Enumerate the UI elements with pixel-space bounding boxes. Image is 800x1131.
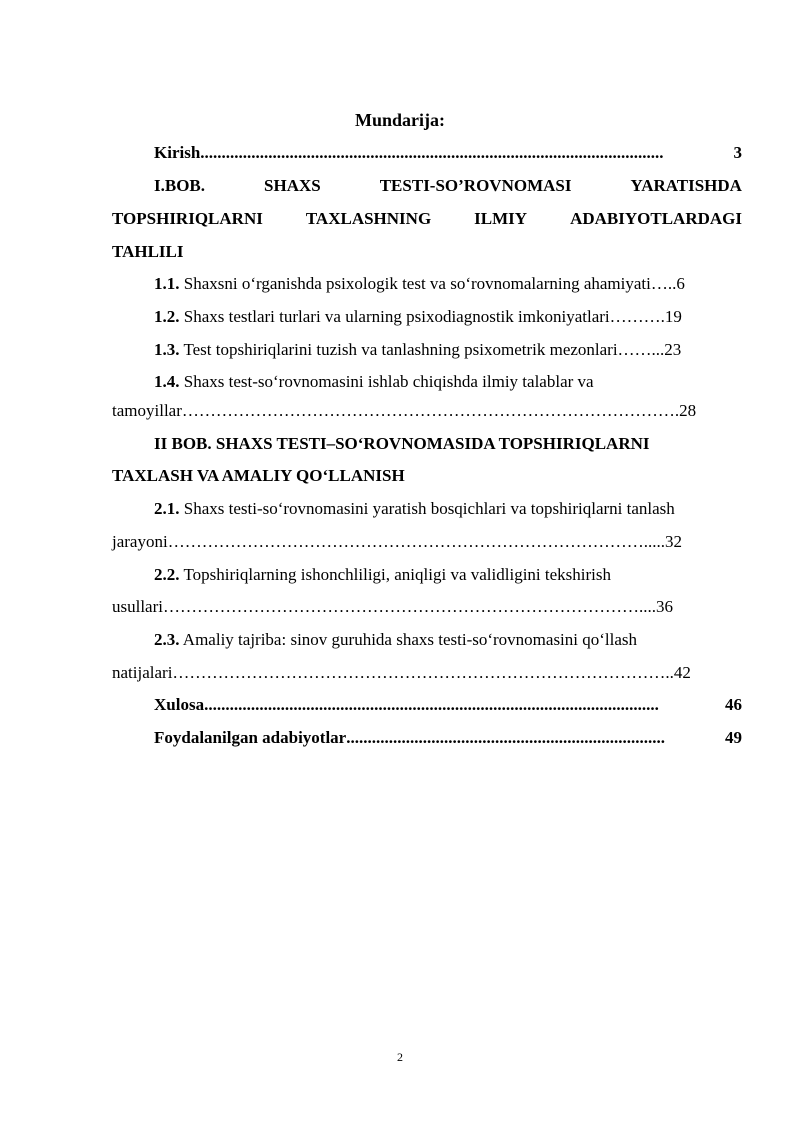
toc-entry-1-2[interactable] <box>154 305 682 329</box>
toc-entry-intro[interactable] <box>154 141 742 165</box>
toc-dot-leader: ........................................................................................................... <box>204 695 659 714</box>
section-title: Shaxs test-so‘rovnomasini ishlab chiqishda ilmiy talablar va <box>179 372 594 391</box>
heading-word: YARATISHDA <box>630 176 742 195</box>
toc-entry-label: Kirish <box>154 143 201 162</box>
section-title: Topshiriqlarning ishonchliligi, aniqligi va validligini tekshirish <box>179 565 611 584</box>
section-number: 2.2. <box>154 565 180 584</box>
toc-page-number: 46 <box>725 695 742 714</box>
toc-entry-label: Foydalanilgan adabiyotlar <box>154 728 347 747</box>
section-title: Shaxsni o‘rganishda psixologik test va so‘rovnomalarning ahamiyati…..6 <box>179 274 685 293</box>
toc-page-number: 3 <box>733 143 742 162</box>
section-title: Shaxs testi-so‘rovnomasini yaratish bosqichlari va topshiriqlarni tanlash <box>179 499 675 518</box>
section-number: 1.2. <box>154 307 180 326</box>
toc-entry-references[interactable] <box>154 726 742 750</box>
toc-entry-1-1[interactable] <box>154 272 685 296</box>
section-title: Test topshiriqlarini tuzish va tanlashning psixometrik mezonlari……...23 <box>179 340 682 359</box>
section-title: Shaxs testlari turlari va ularning psixodiagnostik imkoniyatlari……….19 <box>179 307 682 326</box>
toc-entry-2-2-continuation: usullari…………………………………………………………………………....36 <box>112 597 673 616</box>
toc-entry-1-3[interactable] <box>154 338 681 362</box>
toc-page-number: 49 <box>725 728 742 747</box>
heading-word: SHAXS <box>264 176 321 195</box>
toc-dot-leader: ............................................................................................................. <box>200 143 664 162</box>
heading-word: I.BOB. <box>154 176 206 195</box>
toc-title: Mundarija: <box>355 110 445 130</box>
toc-entry-2-3[interactable] <box>154 628 637 652</box>
heading-word: ADABIYOTLARDAGI <box>570 209 742 228</box>
toc-entry-1-4[interactable] <box>154 370 594 394</box>
toc-entry-label: Xulosa <box>154 695 205 714</box>
chapter1-heading-line2[interactable] <box>112 207 742 231</box>
heading-word: ILMIY <box>474 209 528 228</box>
chapter1-heading-line1[interactable] <box>154 174 742 198</box>
section-number: 2.1. <box>154 499 180 518</box>
section-number: 1.1. <box>154 274 180 293</box>
toc-entry-1-4-continuation: tamoyillar…………………………………………………………………………….28 <box>112 401 697 420</box>
chapter2-heading-line2[interactable]: TAXLASH VA AMALIY QO‘LLANISH <box>112 466 405 485</box>
section-title: Amaliy tajriba: sinov guruhida shaxs testi-so‘rovnomasini qo‘llash <box>179 630 638 649</box>
section-number: 2.3. <box>154 630 180 649</box>
toc-entry-2-3-continuation: natijalari……………………………………………………………………………..42 <box>112 663 691 682</box>
section-number: 1.4. <box>154 372 180 391</box>
section-number: 1.3. <box>154 340 180 359</box>
page-number: 2 <box>397 1050 403 1064</box>
heading-word: TAXLASHNING <box>305 209 432 228</box>
toc-entry-2-1[interactable] <box>154 497 675 521</box>
heading-word: TOPSHIRIQLARNI <box>112 209 263 228</box>
toc-entry-2-2[interactable] <box>154 563 611 587</box>
toc-entry-2-1-continuation: jarayoni………………………………………………………………………….....32 <box>112 532 682 551</box>
chapter2-heading-line1[interactable]: II BOB. SHAXS TESTI–SO‘ROVNOMASIDA TOPSHIRIQLARNI <box>154 434 650 453</box>
toc-entry-conclusion[interactable] <box>154 693 742 717</box>
toc-dot-leader: ........................................................................... <box>346 728 665 747</box>
heading-word: TESTI-SO’ROVNOMASI <box>379 176 572 195</box>
chapter1-heading-line3[interactable]: TAHLILI <box>112 242 184 261</box>
